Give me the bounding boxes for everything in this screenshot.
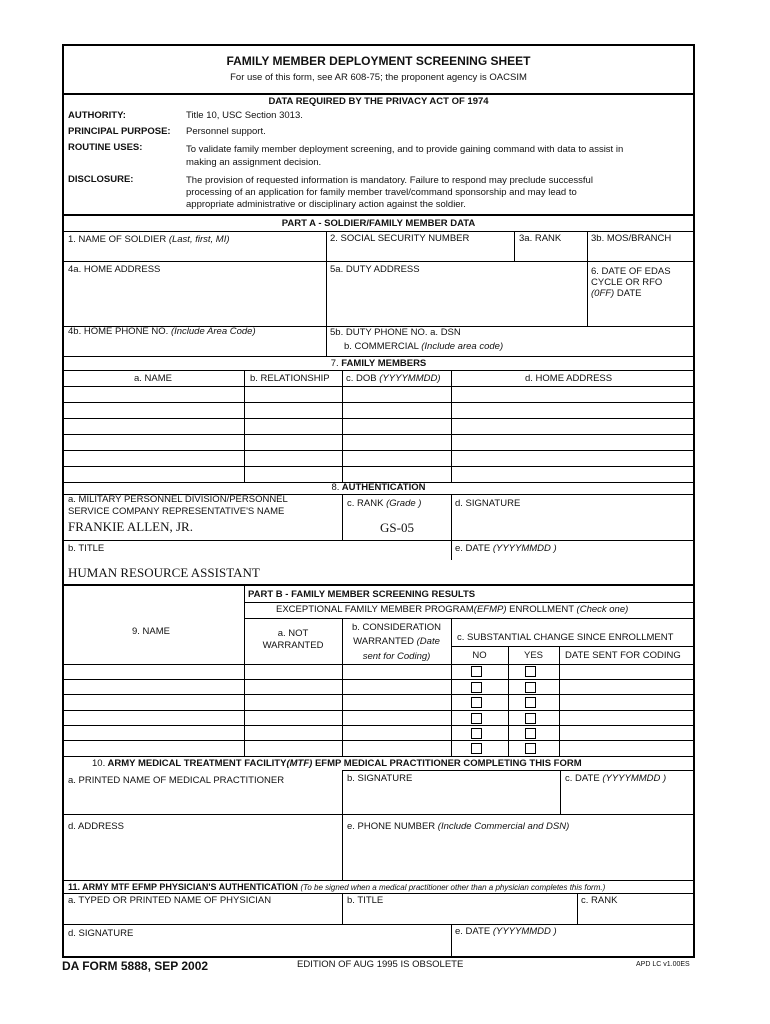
purpose-label: PRINCIPAL PURPOSE: (68, 126, 171, 137)
mtf-address-label: d. ADDRESS (68, 821, 124, 832)
mpd-rep-name[interactable]: FRANKIE ALLEN, JR. (68, 519, 193, 534)
authority-text: Title 10, USC Section 3013. (186, 110, 303, 121)
physician-title-label: b. TITLE (347, 895, 384, 906)
no-checkbox[interactable] (471, 666, 482, 677)
no-checkbox[interactable] (471, 697, 482, 708)
practitioner-date-label: c. DATE (YYYYMMDD ) (565, 773, 667, 784)
part-b-heading: PART B - FAMILY MEMBER SCREENING RESULTS (248, 589, 476, 600)
home-phone-label: 4b. HOME PHONE NO. (Include Area Code) (68, 326, 256, 337)
auth-title-label: b. TITLE (68, 543, 105, 554)
disclosure-label: DISCLOSURE: (68, 174, 134, 185)
purpose-text: Personnel support. (186, 126, 266, 137)
mos-branch-label: 3b. MOS/BRANCH (591, 233, 672, 244)
auth-rank-value[interactable]: GS-05 (380, 520, 414, 535)
edition-note: EDITION OF AUG 1995 IS OBSOLETE (297, 959, 464, 970)
consideration-warranted-label-1: b. CONSIDERATION (351, 622, 442, 633)
family-dob-col: c. DOB (YYYYMMDD) (346, 373, 441, 384)
practitioner-name-label: a. PRINTED NAME OF MEDICAL PRACTITIONER (68, 775, 285, 786)
no-checkbox[interactable] (471, 682, 482, 693)
form-title: FAMILY MEMBER DEPLOYMENT SCREENING SHEET (226, 54, 531, 68)
physician-name-label: a. TYPED OR PRINTED NAME OF PHYSICIAN (68, 895, 272, 906)
yes-checkbox[interactable] (525, 682, 536, 693)
family-members-heading: 7. FAMILY MEMBERS (330, 358, 427, 369)
routine-text-2: making an assignment decision. (186, 157, 322, 168)
routine-label: ROUTINE USES: (68, 142, 143, 153)
duty-phone-dsn-label: 5b. DUTY PHONE NO. a. DSN (330, 327, 461, 338)
practitioner-signature-label: b. SIGNATURE (347, 773, 413, 784)
change-yes-col: YES (523, 650, 543, 661)
physician-rank-label: c. RANK (581, 895, 618, 906)
not-warranted-label-1: a. NOT (277, 628, 309, 639)
auth-signature-label: d. SIGNATURE (455, 498, 521, 509)
physician-heading: 11. ARMY MTF EFMP PHYSICIAN'S AUTHENTICATION (To be signed when a medical practitioner other than a physician completes this form.) (68, 882, 606, 892)
auth-date-label: e. DATE (YYYYMMDD ) (455, 543, 557, 554)
physician-signature-label: d. SIGNATURE (68, 928, 134, 939)
authority-label: AUTHORITY: (68, 110, 126, 121)
mtf-heading: 10. ARMY MEDICAL TREATMENT FACILITY(MTF) EFMP MEDICAL PRACTITIONER COMPLETING THIS FORM (92, 758, 582, 769)
form-subtitle: For use of this form, see AR 608-75; the proponent agency is OACSIM (230, 72, 527, 83)
version-note: APD LC v1.00ES (636, 961, 690, 968)
mpd-rep-label-1: a. MILITARY PERSONNEL DIVISION/PERSONNEL (68, 494, 288, 505)
substantial-change-label: c. SUBSTANTIAL CHANGE SINCE ENROLLMENT (457, 632, 674, 643)
authentication-heading: 8. AUTHENTICATION (331, 482, 426, 493)
no-checkbox[interactable] (471, 728, 482, 739)
no-checkbox[interactable] (471, 743, 482, 754)
mpd-rep-label-2: SERVICE COMPANY REPRESENTATIVE'S NAME (68, 506, 285, 517)
family-name-col: a. NAME (134, 373, 173, 384)
family-address-col: d. HOME ADDRESS (525, 373, 613, 384)
auth-rank-label: c. RANK (Grade ) (347, 498, 422, 509)
duty-phone-commercial-label: b. COMMERCIAL (Include area code) (344, 341, 504, 352)
divider (64, 214, 693, 216)
edas-date-label-1: 6. DATE OF EDAS (591, 266, 671, 277)
divider (64, 93, 693, 95)
form-frame (62, 44, 695, 958)
part-a-heading: PART A - SOLDIER/FAMILY MEMBER DATA (281, 218, 476, 229)
mtf-phone-label: e. PHONE NUMBER (Include Commercial and DSN) (347, 821, 570, 832)
physician-date-label: e. DATE (YYYYMMDD ) (455, 926, 557, 937)
soldier-name-label: 1. NAME OF SOLDIER (Last, first, MI) (68, 234, 230, 245)
yes-checkbox[interactable] (525, 697, 536, 708)
yes-checkbox[interactable] (525, 743, 536, 754)
disclosure-text-3: appropriate administrative or disciplinary action against the soldier. (186, 199, 466, 210)
family-relationship-col: b. RELATIONSHIP (250, 373, 330, 384)
yes-checkbox[interactable] (525, 666, 536, 677)
consideration-warranted-label-2: WARRANTED (Date (353, 636, 440, 647)
edas-date-label-2: CYCLE OR RFO (591, 277, 663, 288)
home-address-label: 4a. HOME ADDRESS (68, 264, 161, 275)
yes-checkbox[interactable] (525, 728, 536, 739)
disclosure-text-1: The provision of requested information is mandatory. Failure to respond may preclude successful (186, 175, 593, 186)
ssn-label: 2. SOCIAL SECURITY NUMBER (330, 233, 470, 244)
disclosure-text-2: processing of an application for family member travel/command sponsorship and may lead to (186, 187, 577, 198)
date-sent-coding-col: DATE SENT FOR CODING (565, 650, 681, 661)
consideration-warranted-hint: sent for Coding) (362, 651, 431, 662)
not-warranted-label-2: WARRANTED (262, 640, 324, 651)
screening-name-label: 9. NAME (132, 626, 171, 637)
yes-checkbox[interactable] (525, 713, 536, 724)
edas-date-label-3: (0FF) DATE (591, 288, 642, 299)
change-no-col: NO (472, 650, 487, 661)
form-number: DA FORM 5888, SEP 2002 (62, 959, 209, 973)
auth-title-value[interactable]: HUMAN RESOURCE ASSISTANT (68, 565, 260, 580)
efmp-heading: EXCEPTIONAL FAMILY MEMBER PROGRAM(EFMP) ENROLLMENT (Check one) (276, 604, 629, 615)
duty-address-label: 5a. DUTY ADDRESS (330, 264, 420, 275)
rank-label: 3a. RANK (519, 233, 562, 244)
routine-text-1: To validate family member deployment screening, and to provide gaining command with data to assist in (186, 144, 624, 155)
no-checkbox[interactable] (471, 713, 482, 724)
privacy-heading: DATA REQUIRED BY THE PRIVACY ACT OF 1974 (268, 96, 489, 107)
